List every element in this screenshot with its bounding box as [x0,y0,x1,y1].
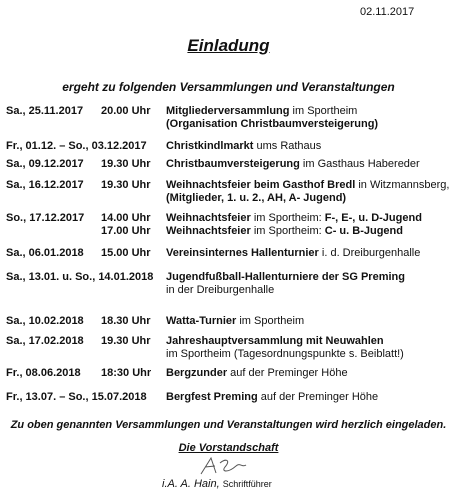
event-title: Mitgliederversammlung [166,105,290,117]
event-description-line [166,212,422,225]
event-title: Weihnachtsfeier [166,225,251,237]
event-time-line: 19.30 Uhr [101,158,151,170]
board-name: Die Vorstandschaft [178,442,279,454]
event-description [166,335,404,361]
event-location: im Sportheim: [250,212,325,224]
event-time [101,367,151,380]
event-location: im Sportheim [289,105,358,117]
event-description-line [166,315,304,328]
event-description [166,391,378,404]
event-date: Sa., 13.01. u. So., 14.01.2018 [6,271,154,283]
event-location: in der Dreiburgenhalle [166,284,275,296]
event-title: F-, E-, u. D-Jugend [324,212,422,224]
event-location: im Sportheim (Tagesordnungspunkte s. Beiblatt!) [166,348,404,360]
event-description-line [166,284,405,297]
event-time [101,158,151,171]
event-time [101,105,151,118]
event-description-line [166,271,405,284]
event-time-line: 15.00 Uhr [101,247,151,259]
page-title: Einladung [187,36,270,55]
event-date: Sa., 17.02.2018 [6,335,84,347]
event-time-line: 19.30 Uhr [101,179,151,191]
signer-name: i.A. A. Hain, [162,478,220,490]
event-location: auf der Preminger Höhe [227,367,348,379]
event-title: (Organisation Christbaumversteigerung) [166,118,379,130]
event-description-line [166,105,378,118]
event-date: So., 17.12.2017 [6,212,85,224]
event-description [166,179,449,205]
signer-role: Schriftführer [222,479,272,489]
event-title: Jugendfußball-Hallenturniere der SG Preming [166,271,405,283]
event-title: C- u. B-Jugend [324,225,403,237]
event-description-line [166,335,404,348]
event-time-line: 17.00 Uhr [101,225,151,237]
event-date: Sa., 09.12.2017 [6,158,84,170]
event-title: Christbaumversteigerung [166,158,300,170]
event-date: Fr., 13.07. – So., 15.07.2018 [6,391,147,403]
event-title: Weihnachtsfeier beim Gasthof Bredl [166,179,356,191]
event-location: ums Rathaus [253,140,322,152]
event-time [101,212,151,238]
event-date: Sa., 06.01.2018 [6,247,84,259]
event-description [166,367,348,380]
event-description [166,212,422,238]
event-time-line: 18:30 Uhr [101,367,152,379]
event-time [101,179,151,192]
event-location: im Sportheim [236,315,305,327]
event-description-line [166,140,321,153]
event-description-line [166,348,404,361]
event-time [101,315,151,328]
event-time [101,335,151,348]
event-time-line: 19.30 Uhr [101,335,151,347]
event-date: Fr., 08.06.2018 [6,367,81,379]
event-title: Watta-Turnier [166,315,237,327]
event-date: Sa., 16.12.2017 [6,179,84,191]
event-description-line [166,247,420,260]
event-time-line: 20.00 Uhr [101,105,151,117]
event-title: Bergfest Preming [166,391,258,403]
event-title: Christkindlmarkt [166,140,254,152]
event-title: Bergzunder [166,367,228,379]
header-date: 02.11.2017 [360,6,415,18]
subtitle: ergeht zu folgenden Versammlungen und Veranstaltungen [62,80,395,94]
event-description-line [166,118,378,131]
event-description-line [166,158,420,171]
event-time-line: 18.30 Uhr [101,315,151,327]
event-date: Sa., 10.02.2018 [6,315,84,327]
event-description-line [166,179,449,192]
signer [162,478,272,490]
event-title: Vereinsinternes Hallenturnier [166,247,319,259]
event-description-line [166,192,449,205]
event-description-line [166,367,348,380]
event-description [166,271,405,297]
event-description-line [166,391,378,404]
event-location: in Witzmannsberg, [355,179,450,191]
event-description-line [166,225,422,238]
event-time-line: 14.00 Uhr [101,212,151,224]
event-description [166,140,321,153]
event-time [101,247,151,260]
event-date: Sa., 25.11.2017 [6,105,84,117]
closing-text: Zu oben genannten Versammlungen und Veranstaltungen wird herzlich eingeladen. [10,419,447,431]
event-description [166,247,420,260]
event-title: Weihnachtsfeier [166,212,251,224]
event-location: i. d. Dreiburgenhalle [318,247,421,259]
event-date: Fr., 01.12. – So., 03.12.2017 [6,140,147,152]
event-location: im Gasthaus Habereder [299,158,420,170]
handwritten-signature [198,454,248,478]
event-location: im Sportheim: [250,225,325,237]
event-title: Jahreshauptversammlung mit Neuwahlen [166,335,384,347]
event-description [166,315,304,328]
event-title: (Mitglieder, 1. u. 2., AH, A- Jugend) [166,192,347,204]
event-description [166,105,378,131]
event-description [166,158,420,171]
event-location: auf der Preminger Höhe [257,391,379,403]
